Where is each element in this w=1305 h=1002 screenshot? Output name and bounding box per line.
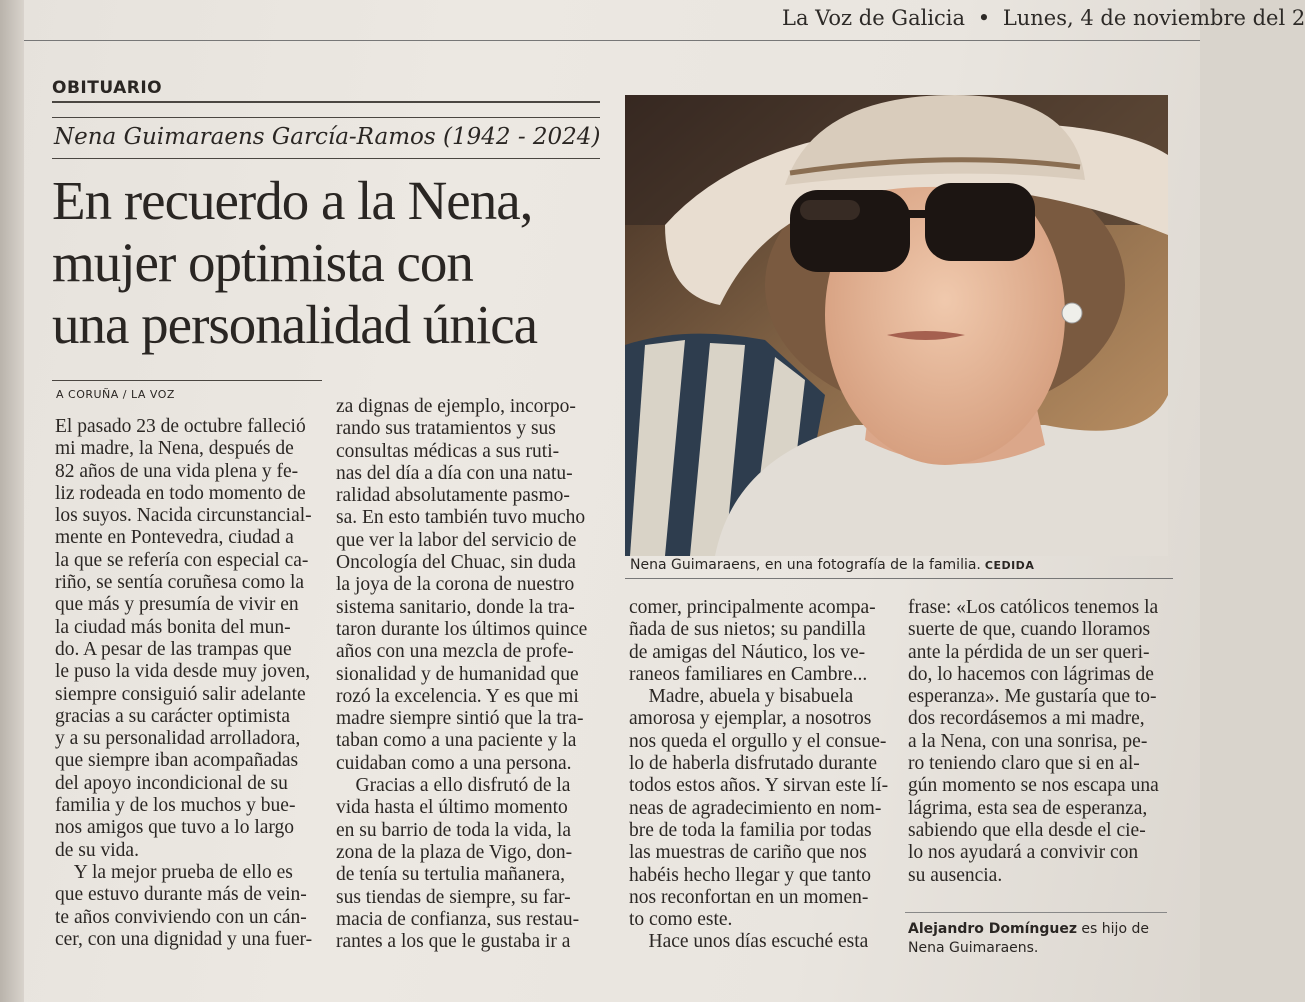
body-text-line: nas del día a día con una natu-	[336, 462, 573, 484]
issue-date: Lunes, 4 de noviembre del 2	[1002, 6, 1305, 30]
body-text-line: dos recordásemos a mi madre,	[908, 708, 1145, 730]
body-text-line: te años conviviendo con un cán-	[55, 906, 307, 928]
running-head-bullet: •	[977, 6, 991, 30]
top-rule	[24, 40, 1200, 41]
subject-rule-top	[52, 117, 600, 118]
caption-rule	[625, 578, 1173, 579]
body-text-line: su ausencia.	[908, 864, 1003, 886]
portrait-photo	[625, 95, 1168, 556]
body-text-line: mi madre, la Nena, después de	[55, 438, 294, 460]
body-text-line: vida hasta el último momento	[336, 797, 568, 819]
body-text-line: le puso la vida desde muy joven,	[55, 661, 311, 683]
body-text-line: za dignas de ejemplo, incorpo-	[336, 396, 576, 417]
author-rule	[905, 912, 1167, 913]
body-text-line: ñada de sus nietos; su pandilla	[629, 619, 866, 641]
body-column-4	[908, 597, 1170, 887]
body-column-2	[336, 396, 606, 953]
body-text-line: Hace unos días escuché esta	[629, 931, 869, 953]
body-text-line: Madre, abuela y bisabuela	[629, 686, 854, 708]
author-name: Alejandro Domínguez	[908, 921, 1077, 937]
body-text-line: siempre consiguió salir adelante	[55, 683, 306, 705]
body-text-line: consultas médicas a sus ruti-	[336, 440, 560, 462]
body-text-line: las muestras de cariño que nos	[629, 842, 867, 864]
body-text-line: que más y presumía de vivir en	[55, 594, 299, 616]
body-text-line: sionalidad y de humanidad que	[336, 663, 579, 685]
body-text-line: 82 años de una vida plena y fe-	[55, 460, 299, 482]
body-text-line: macia de confianza, sus restau-	[336, 908, 580, 930]
body-text-line: do, lo hacemos con lágrimas de	[908, 663, 1154, 685]
headline-line: mujer optimista con	[52, 232, 473, 293]
body-column-3	[629, 597, 891, 954]
body-text-line: comer, principalmente acompa-	[629, 597, 876, 618]
body-text-line: la ciudad más bonita del mun-	[55, 616, 291, 638]
body-text-line: años con una mezcla de profe-	[336, 641, 574, 663]
dateline: A CORUÑA / LA VOZ	[56, 388, 175, 401]
dateline-rule	[52, 380, 322, 381]
author-role-line2: Nena Guimaraens.	[908, 940, 1039, 956]
photo-credit: CEDIDA	[984, 559, 1035, 572]
body-text-line: Y la mejor prueba de ello es	[55, 861, 293, 883]
body-text-line: esperanza». Me gustaría que to-	[908, 686, 1157, 708]
body-text-line: sistema sanitario, donde la tra-	[336, 596, 575, 618]
body-text-line: y a su personalidad arrolladora,	[55, 728, 301, 750]
author-role: es hijo de	[1076, 921, 1149, 937]
headline	[52, 170, 612, 356]
body-text-line: El pasado 23 de octubre falleció	[55, 416, 306, 437]
body-text-line: que ver la labor del servicio de	[336, 529, 577, 551]
obituary-subject: Nena Guimaraens García-Ramos (1942 - 2024)	[54, 124, 601, 150]
body-text-line: rozó la excelencia. Y es que mi	[336, 685, 579, 707]
body-text-line: riño, se sentía coruñesa como la	[55, 572, 305, 594]
body-text-line: de tenía su tertulia mañanera,	[336, 864, 566, 886]
publication-name: La Voz de Galicia	[782, 6, 966, 30]
body-text-line: cer, con una dignidad y una fuer-	[55, 928, 313, 950]
body-text-line: Oncología del Chuac, sin duda	[336, 552, 576, 574]
subject-rule-bottom	[52, 158, 600, 159]
body-text-line: madre siempre sintió que la tra-	[336, 708, 584, 730]
body-text-line: a la Nena, con una sonrisa, pe-	[908, 730, 1148, 752]
body-text-line: rando sus tratamientos y sus	[336, 418, 556, 440]
body-text-line: gún momento se nos escapa una	[908, 775, 1159, 797]
body-text-line: amorosa y ejemplar, a nosotros	[629, 708, 872, 730]
body-text-line: gracias a su carácter optimista	[55, 705, 290, 727]
body-text-line: familia y de los muchos y bue-	[55, 795, 296, 817]
body-text-line: nos queda el orgullo y el consue-	[629, 730, 887, 752]
body-text-line: los suyos. Nacida circunstancial-	[55, 505, 312, 527]
body-text-line: do. A pesar de las trampas que	[55, 638, 292, 660]
body-text-line: cuidaban como a una persona.	[336, 752, 572, 774]
body-text-line: ro teniendo claro que si en al-	[908, 753, 1140, 775]
body-text-line: sus tiendas de siempre, su far-	[336, 886, 571, 908]
body-text-line: sabiendo que ella desde el cie-	[908, 819, 1146, 841]
body-text-line: zona de la plaza de Vigo, don-	[336, 841, 573, 863]
section-rule	[52, 101, 600, 103]
body-text-line: lo nos ayudará a convivir con	[908, 842, 1139, 864]
body-text-line: suerte de que, cuando lloramos	[908, 619, 1151, 641]
photo-caption	[630, 557, 1034, 573]
body-column-1	[55, 416, 319, 951]
body-text-line: bre de toda la familia por todas	[629, 819, 872, 841]
body-text-line: frase: «Los católicos tenemos la	[908, 597, 1159, 618]
body-text-line: mente en Pontevedra, ciudad a	[55, 527, 294, 549]
body-text-line: de su vida.	[55, 839, 139, 861]
body-text-line: rantes a los que le gustaba ir a	[336, 931, 571, 953]
body-text-line: ralidad absolutamente pasmo-	[336, 485, 570, 507]
body-text-line: nos reconfortan en un momen-	[629, 886, 869, 908]
body-text-line: neas de agradecimiento en nom-	[629, 797, 882, 819]
body-text-line: habéis hecho llegar y que tanto	[629, 864, 872, 886]
running-head	[782, 6, 1305, 30]
body-text-line: de amigas del Náutico, los ve-	[629, 641, 866, 663]
body-text-line: taron durante los últimos quince	[336, 618, 588, 640]
body-text-line: que siempre iban acompañadas	[55, 750, 299, 772]
section-label: OBITUARIO	[52, 78, 163, 98]
body-text-line: raneos familiares en Cambre...	[629, 663, 868, 685]
caption-text: Nena Guimaraens, en una fotografía de la familia.	[630, 557, 981, 573]
headline-line: En recuerdo a la Nena,	[52, 170, 533, 231]
body-text-line: Gracias a ello disfrutó de la	[336, 775, 571, 797]
body-text-line: lo de haberla disfrutado durante	[629, 753, 877, 775]
headline-line: una personalidad única	[52, 294, 538, 355]
body-text-line: del apoyo incondicional de su	[55, 772, 288, 794]
portrait-illustration	[625, 95, 1168, 556]
body-text-line: la joya de la corona de nuestro	[336, 574, 575, 596]
body-text-line: todos estos años. Y sirvan este lí-	[629, 775, 889, 797]
page-gutter	[0, 0, 24, 1002]
body-text-line: ante la pérdida de un ser queri-	[908, 641, 1150, 663]
body-text-line: liz rodeada en todo momento de	[55, 482, 306, 504]
body-text-line: lágrima, esta sea de esperanza,	[908, 797, 1148, 819]
body-text-line: nos amigos que tuvo a lo largo	[55, 817, 295, 839]
body-text-line: taban como a una paciente y la	[336, 730, 577, 752]
body-text-line: sa. En esto también tuvo mucho	[336, 507, 586, 529]
body-text-line: to como este.	[629, 909, 733, 931]
body-text-line: la que se refería con especial ca-	[55, 549, 309, 571]
body-text-line: que estuvo durante más de vein-	[55, 884, 307, 906]
author-note	[908, 920, 1178, 958]
body-text-line: en su barrio de toda la vida, la	[336, 819, 571, 841]
